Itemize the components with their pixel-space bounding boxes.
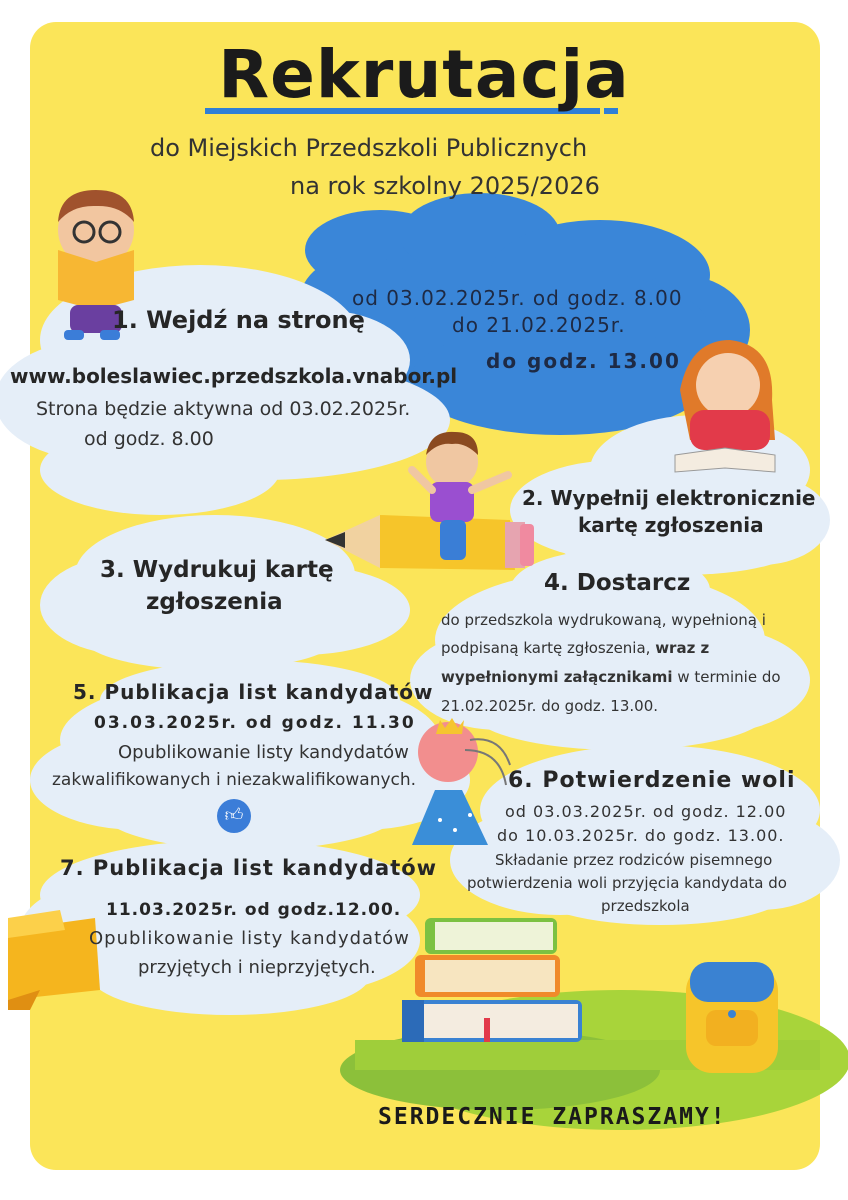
step1-url: www.boleslawiec.przedszkola.vnabor.pl [10, 364, 458, 388]
step4-line3: wypełnionymi załącznikami w terminie do [441, 668, 781, 686]
dates-line1: od 03.02.2025r. od godz. 8.00 [352, 286, 683, 310]
subtitle-line1: do Miejskich Przedszkoli Publicznych [150, 134, 588, 162]
step2-line2: kartę zgłoszenia [578, 513, 764, 537]
step7-line1: Opublikowanie listy kandydatów [89, 928, 410, 949]
step5-line1: Opublikowanie listy kandydatów [118, 742, 409, 763]
thumbs-up-icon: 👍︎ [217, 799, 251, 833]
step5-date: 03.03.2025r. od godz. 11.30 [94, 713, 416, 733]
backpack-icon [686, 962, 778, 1073]
step5-line2: zakwalifikowanych i niezakwalifikowanych. [52, 770, 417, 790]
step1-note2: od godz. 8.00 [84, 428, 214, 450]
step2-line1: 2. Wypełnij elektronicznie [522, 486, 816, 510]
step4-line1: do przedszkola wydrukowaną, wypełnioną i [441, 611, 766, 629]
dates-line2: do 21.02.2025r. [452, 313, 626, 337]
step4-line4: 21.02.2025r. do godz. 13.00. [441, 697, 659, 715]
step6-line1: od 03.03.2025r. od godz. 12.00 [505, 802, 787, 821]
step3-line2: zgłoszenia [146, 589, 283, 615]
dates-line3: do godz. 13.00 [486, 349, 681, 373]
step6-line3: Składanie przez rodziców pisemnego [495, 851, 773, 869]
step6-line5: przedszkola [601, 897, 690, 915]
step7-line2: przyjętych i nieprzyjętych. [138, 957, 376, 978]
step1-note1: Strona będzie aktywna od 03.02.2025r. [36, 398, 411, 420]
step3-line1: 3. Wydrukuj kartę [100, 557, 334, 583]
step1-heading: 1. Wejdź na stronę [112, 306, 365, 334]
step7-date: 11.03.2025r. od godz.12.00. [106, 900, 402, 920]
step6-heading: 6. Potwierdzenie woli [508, 768, 796, 793]
ribbon-icon [8, 910, 100, 1010]
subtitle-line2: na rok szkolny 2025/2026 [290, 172, 600, 200]
books-stack-icon [402, 918, 582, 1042]
page-title: Rekrutacja [218, 36, 630, 113]
step4-heading: 4. Dostarcz [544, 570, 691, 596]
step7-heading: 7. Publikacja list kandydatów [60, 856, 438, 880]
step6-line2: do 10.03.2025r. do godz. 13.00. [497, 826, 785, 845]
step5-heading: 5. Publikacja list kandydatów [73, 680, 434, 704]
step6-line4: potwierdzenia woli przyjęcia kandydata do [467, 874, 787, 892]
step4-line2: podpisaną kartę zgłoszenia, wraz z [441, 639, 710, 657]
footer-text: SERDECZNIE ZAPRASZAMY! [378, 1104, 727, 1130]
